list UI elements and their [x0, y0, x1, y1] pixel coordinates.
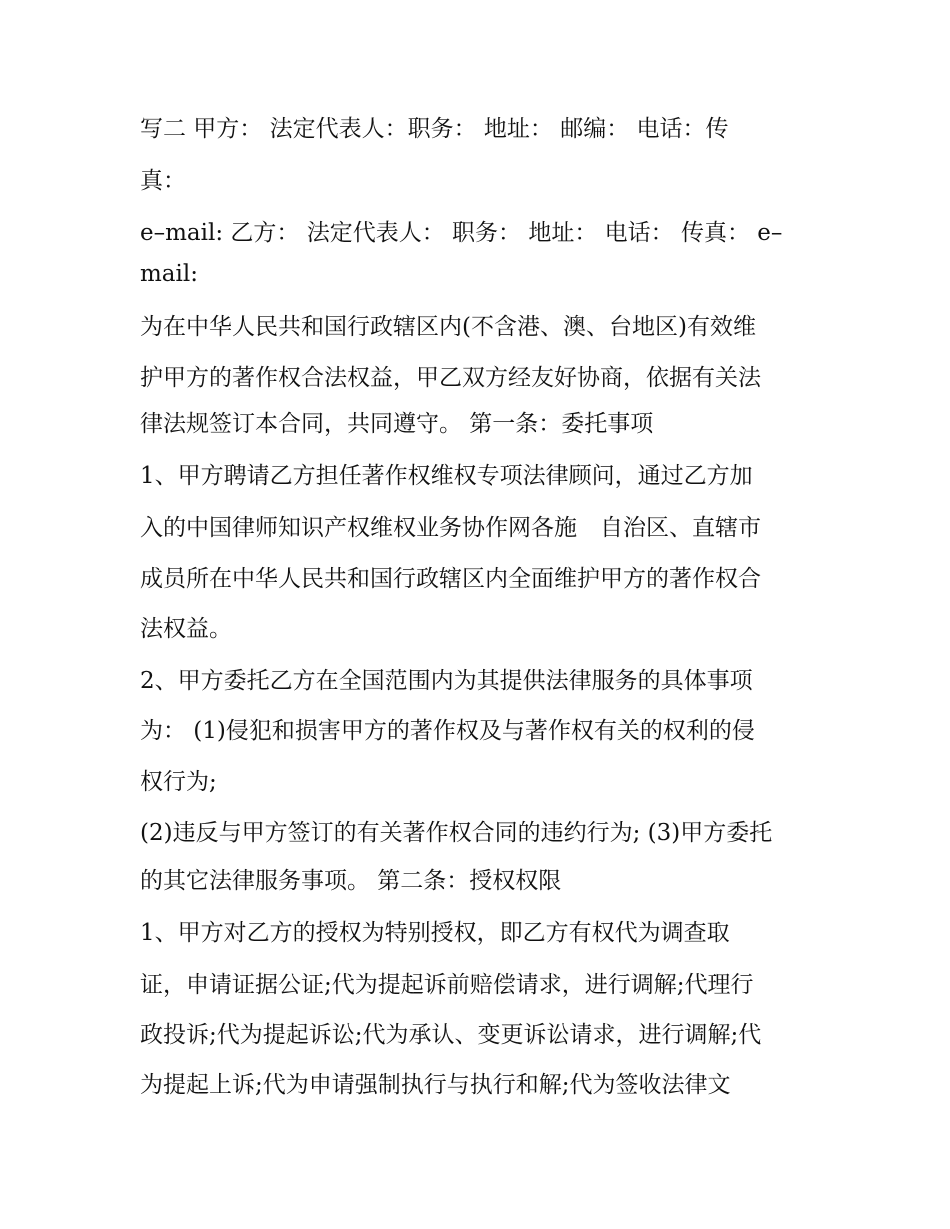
text-line-10: 成员所在中华人民共和国行政辖区内全面维护甲方的著作权合: [140, 566, 761, 592]
text-line-1: 写二 甲方： 法定代表人：职务： 地址： 邮编： 电话：传: [140, 116, 729, 142]
text-line-4: mail:: [140, 261, 198, 287]
text-line-14: 权行为;: [140, 769, 217, 795]
text-line-19: 政投诉;代为提起诉讼;代为承认、变更诉讼请求，进行调解;代: [140, 1022, 762, 1048]
text-line-11: 法权益。: [140, 616, 232, 642]
text-line-12: 2、甲方委托乙方在全国范围内为其提供法律服务的具体事项: [140, 668, 753, 694]
text-line-2: 真：: [140, 168, 186, 194]
text-line-3: e–mail: 乙方： 法定代表人： 职务： 地址： 电话： 传真： e–: [140, 220, 783, 246]
text-line-16: 的其它法律服务事项。 第二条：授权权限: [140, 868, 562, 894]
text-line-6: 护甲方的著作权合法权益，甲乙双方经友好协商，依据有关法: [140, 365, 761, 391]
text-line-5: 为在中华人民共和国行政辖区内(不含港、澳、台地区)有效维: [140, 314, 756, 340]
text-line-20: 为提起上诉;代为申请强制执行与执行和解;代为签收法律文: [140, 1072, 731, 1098]
text-line-18: 证，申请证据公证;代为提起诉前赔偿请求，进行调解;代理行: [140, 972, 754, 998]
text-line-7: 律法规签订本合同，共同遵守。 第一条：委托事项: [140, 411, 654, 437]
text-line-9: 入的中国律师知识产权维权业务协作网各施 自治区、直辖市: [140, 515, 761, 541]
text-line-13: 为： (1)侵犯和损害甲方的著作权及与著作权有关的权利的侵: [140, 718, 755, 744]
text-line-8: 1、甲方聘请乙方担任著作权维权专项法律顾问，通过乙方加: [140, 463, 753, 489]
text-line-15: (2)违反与甲方签订的有关著作权合同的违约行为; (3)甲方委托: [140, 820, 773, 846]
text-line-17: 1、甲方对乙方的授权为特别授权，即乙方有权代为调查取: [140, 920, 730, 946]
